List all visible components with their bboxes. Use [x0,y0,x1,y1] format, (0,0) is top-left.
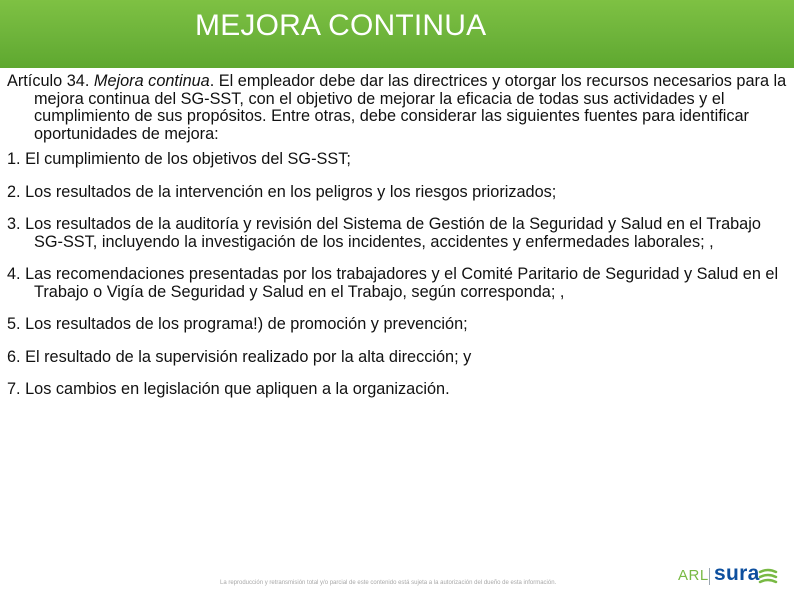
sura-swoosh-icon [758,566,778,588]
article-body: . El empleador debe dar las directrices y otorgar los recursos necesarios para la mejora continua del SG-SST, con el objetivo de mejorar la eficacia de todas sus actividades y el cumplimiento de sus propósitos. Entre otras, debe considerar las siguientes fuentes para identificar oportunidades de mejora: [34,72,787,143]
article-paragraph [7,73,787,143]
logo-brand-text: sura [714,562,760,585]
list-item-7: 7. Los cambios en legislación que apliquen a la organización. [7,380,450,398]
logo-separator [709,568,710,585]
list-item-3: 3. Los resultados de la auditoría y revisión del Sistema de Gestión de la Seguridad y Salud en el Trabajo SG-SST, incluyendo la investigación de los incidentes, accidentes y enfermedades laborales; , [7,215,761,251]
list-item-2: 2. Los resultados de la intervención en los peligros y los riesgos priorizados; [7,182,557,201]
list-item-4: 4. Las recomendaciones presentadas por los trabajadores y el Comité Paritario de Seguridad y Salud en el Trabajo o Vigía de Seguridad y Salud en el Trabajo, según corresponda; , [7,265,779,301]
title-banner [0,0,794,68]
slide-body [7,73,787,414]
article-prefix: Artículo 34. [7,72,94,90]
logo-arl-text: ARL [678,567,709,584]
list-item-6: 6. El resultado de la supervisión realizado por la alta dirección; y [7,347,472,366]
footer-disclaimer: La reproducción y retransmisión total y/o parcial de este contenido está sujeta a la autorización del dueño de esta información. [220,580,557,586]
arl-sura-logo [678,562,788,592]
article-term: Mejora continua [93,72,210,90]
page-title: MEJORA CONTINUA [195,9,487,42]
list-item-5: 5. Los resultados de los programa!) de promoción y prevención; [7,315,468,333]
list-item-1: 1. El cumplimiento de los objetivos del SG-SST; [7,150,351,168]
